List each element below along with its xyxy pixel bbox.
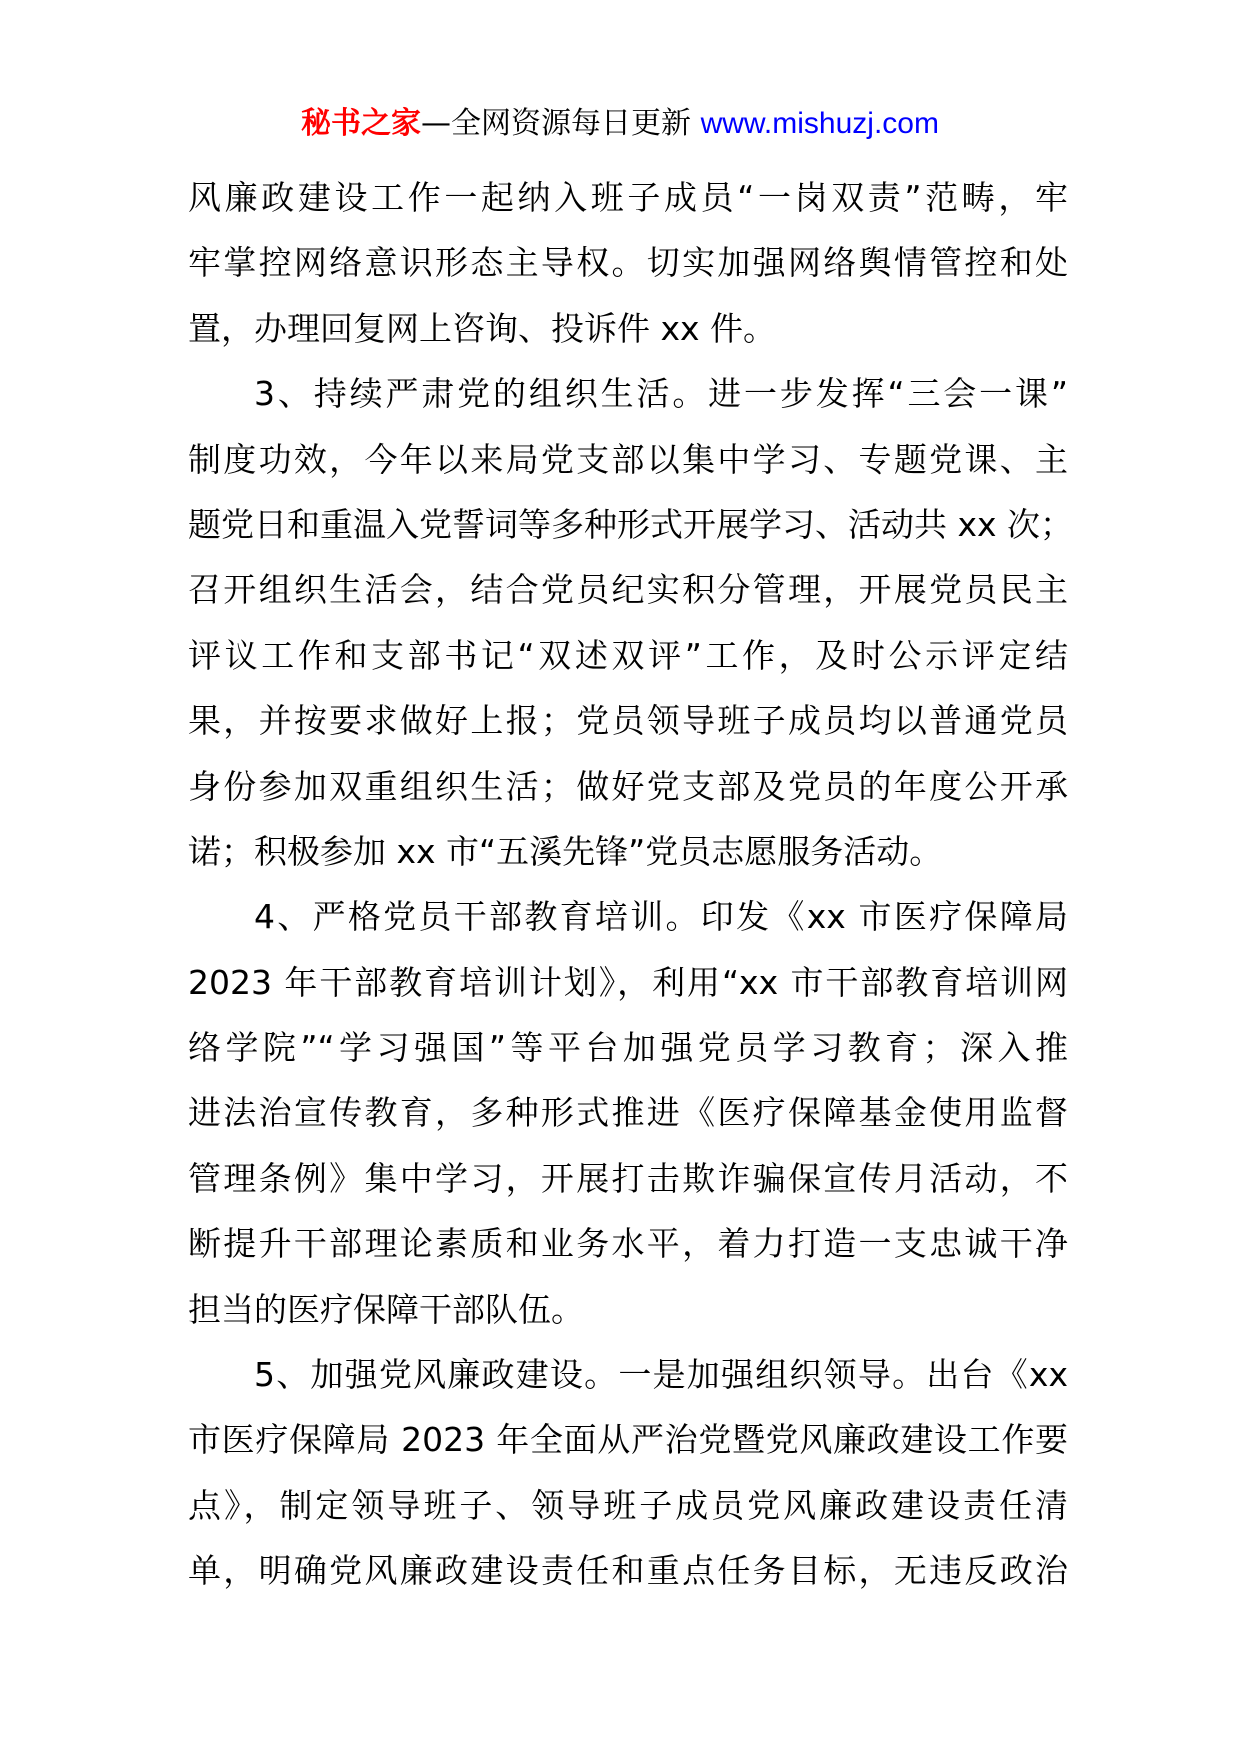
paragraph-line: 果，并按要求做好上报；党员领导班子成员均以普通党员 — [188, 701, 1068, 741]
paragraph-first-line: 3、持续严肃党的组织生活。进一步发挥“三会一课” — [254, 374, 1068, 414]
site-url-link[interactable]: www.mishuzj.com — [700, 107, 939, 140]
paragraph-line: 置，办理回复网上咨询、投诉件 xx 件。 — [188, 308, 777, 348]
page-header — [0, 104, 1240, 144]
document-body — [188, 165, 1074, 1604]
site-brand: 秘书之家 — [301, 106, 422, 141]
paragraph-line: 风廉政建设工作一起纳入班子成员“一岗双责”范畴，牢 — [188, 178, 1068, 217]
paragraph-first-line: 4、严格党员干部教育培训。印发《xx 市医疗保障局 — [254, 897, 1068, 937]
paragraph-line: 牢掌控网络意识形态主导权。切实加强网络舆情管控和处 — [188, 243, 1068, 283]
site-tagline: —全网资源每日更新 — [421, 106, 701, 141]
paragraph-line: 制度功效，今年以来局党支部以集中学习、专题党课、主 — [188, 439, 1068, 479]
paragraph-line: 络学院”“学习强国”等平台加强党员学习教育；深入推 — [188, 1028, 1068, 1068]
paragraph-line: 管理条例》集中学习，开展打击欺诈骗保宣传月活动，不 — [188, 1158, 1068, 1198]
paragraph-first-line: 5、加强党风廉政建设。一是加强组织领导。出台《xx — [254, 1355, 1068, 1395]
paragraph-line: 进法治宣传教育，多种形式推进《医疗保障基金使用监督 — [188, 1093, 1068, 1133]
paragraph-line: 点》，制定领导班子、领导班子成员党风廉政建设责任清 — [188, 1485, 1068, 1525]
paragraph-line: 2023 年干部教育培训计划》，利用“xx 市干部教育培训网 — [188, 962, 1068, 1002]
paragraph-line: 市医疗保障局 2023 年全面从严治党暨党风廉政建设工作要 — [188, 1420, 1068, 1460]
paragraph-line: 评议工作和支部书记“双述双评”工作，及时公示评定结 — [188, 635, 1068, 675]
paragraph-line: 担当的医疗保障干部队伍。 — [188, 1289, 584, 1329]
paragraph-line: 身份参加双重组织生活；做好党支部及党员的年度公开承 — [188, 766, 1068, 806]
paragraph-line: 题党日和重温入党誓词等多种形式开展学习、活动共 xx 次； — [188, 504, 1074, 544]
paragraph-line: 召开组织生活会，结合党员纪实积分管理，开展党员民主 — [188, 570, 1068, 610]
paragraph-line: 单，明确党风廉政建设责任和重点任务目标，无违反政治 — [188, 1551, 1068, 1591]
paragraph-line: 断提升干部理论素质和业务水平，着力打造一支忠诚干净 — [188, 1224, 1068, 1264]
paragraph-line: 诺；积极参加 xx 市“五溪先锋”党员志愿服务活动。 — [188, 831, 943, 871]
